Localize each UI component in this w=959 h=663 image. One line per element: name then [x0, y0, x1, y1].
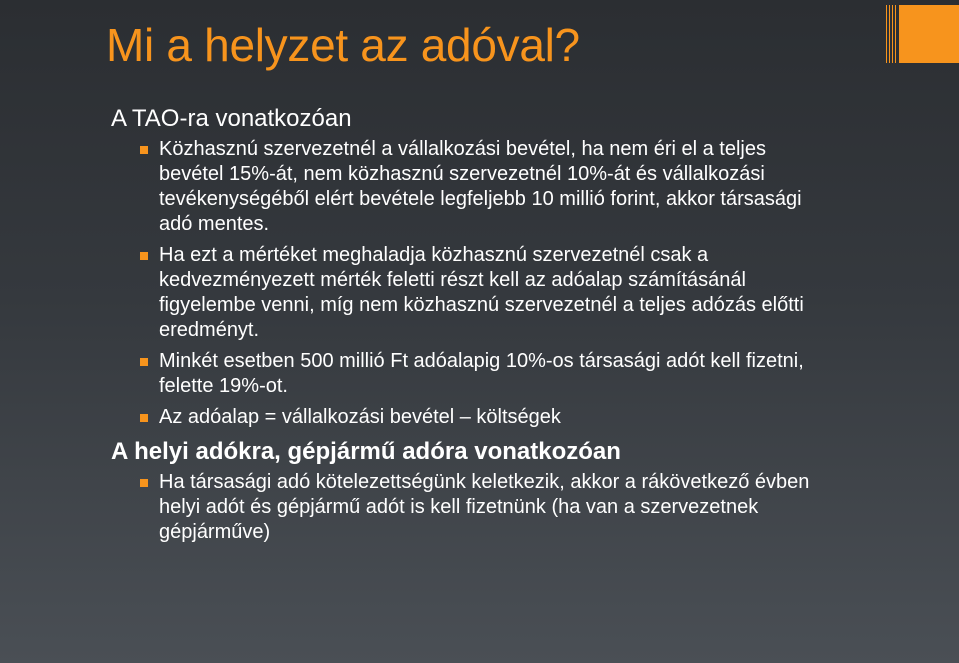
decorative-stripe [889, 5, 890, 63]
list-item-text: Minkét esetben 500 millió Ft adóalapig 10%-os társasági adót kell fizetni, felette 19%-ot. [159, 350, 804, 397]
square-bullet-icon [140, 252, 148, 260]
decorative-accent-square [899, 5, 959, 63]
slide-content [111, 103, 831, 545]
section-heading-local-tax: A helyi adókra, gépjármű adóra vonatkozóan [111, 438, 621, 465]
bullet-list-local-tax [111, 470, 831, 545]
list-item [111, 349, 831, 399]
list-item-text: Közhasznú szervezetnél a vállalkozási bevétel, ha nem éri el a teljes bevétel 15%-át, nem közhasznú szervezetnél 10%-át és vállalkozási tevékenységéből elért bevétele legfeljebb 10 millió forint, akkor társasági adó mentes. [159, 138, 802, 235]
list-item [111, 137, 831, 237]
slide-title: Mi a helyzet az adóval? [106, 19, 580, 71]
square-bullet-icon [140, 414, 148, 422]
section-heading-tao: A TAO-ra vonatkozóan [111, 105, 352, 132]
square-bullet-icon [140, 358, 148, 366]
decorative-stripe [895, 5, 896, 63]
list-item [111, 243, 831, 343]
bullet-list-tao [111, 137, 831, 430]
list-item-text: Ha társasági adó kötelezettségünk keletkezik, akkor a rákövetkező évben helyi adót és gépjármű adót is kell fizetnünk (ha van a szervezetnek gépjárműve) [159, 471, 810, 543]
square-bullet-icon [140, 479, 148, 487]
decorative-stripes [886, 5, 896, 63]
list-item [111, 470, 831, 545]
square-bullet-icon [140, 146, 148, 154]
list-item-text: Ha ezt a mértéket meghaladja közhasznú szervezetnél csak a kedvezményezett mérték feletti részt kell az adóalap számításánál figyelembe venni, míg nem közhasznú szervezetnél a teljes adózás előtti eredményt. [159, 244, 804, 341]
list-item [111, 405, 831, 430]
decorative-stripe [886, 5, 887, 63]
decorative-stripe [892, 5, 893, 63]
list-item-text: Az adóalap = vállalkozási bevétel – költségek [159, 406, 561, 428]
